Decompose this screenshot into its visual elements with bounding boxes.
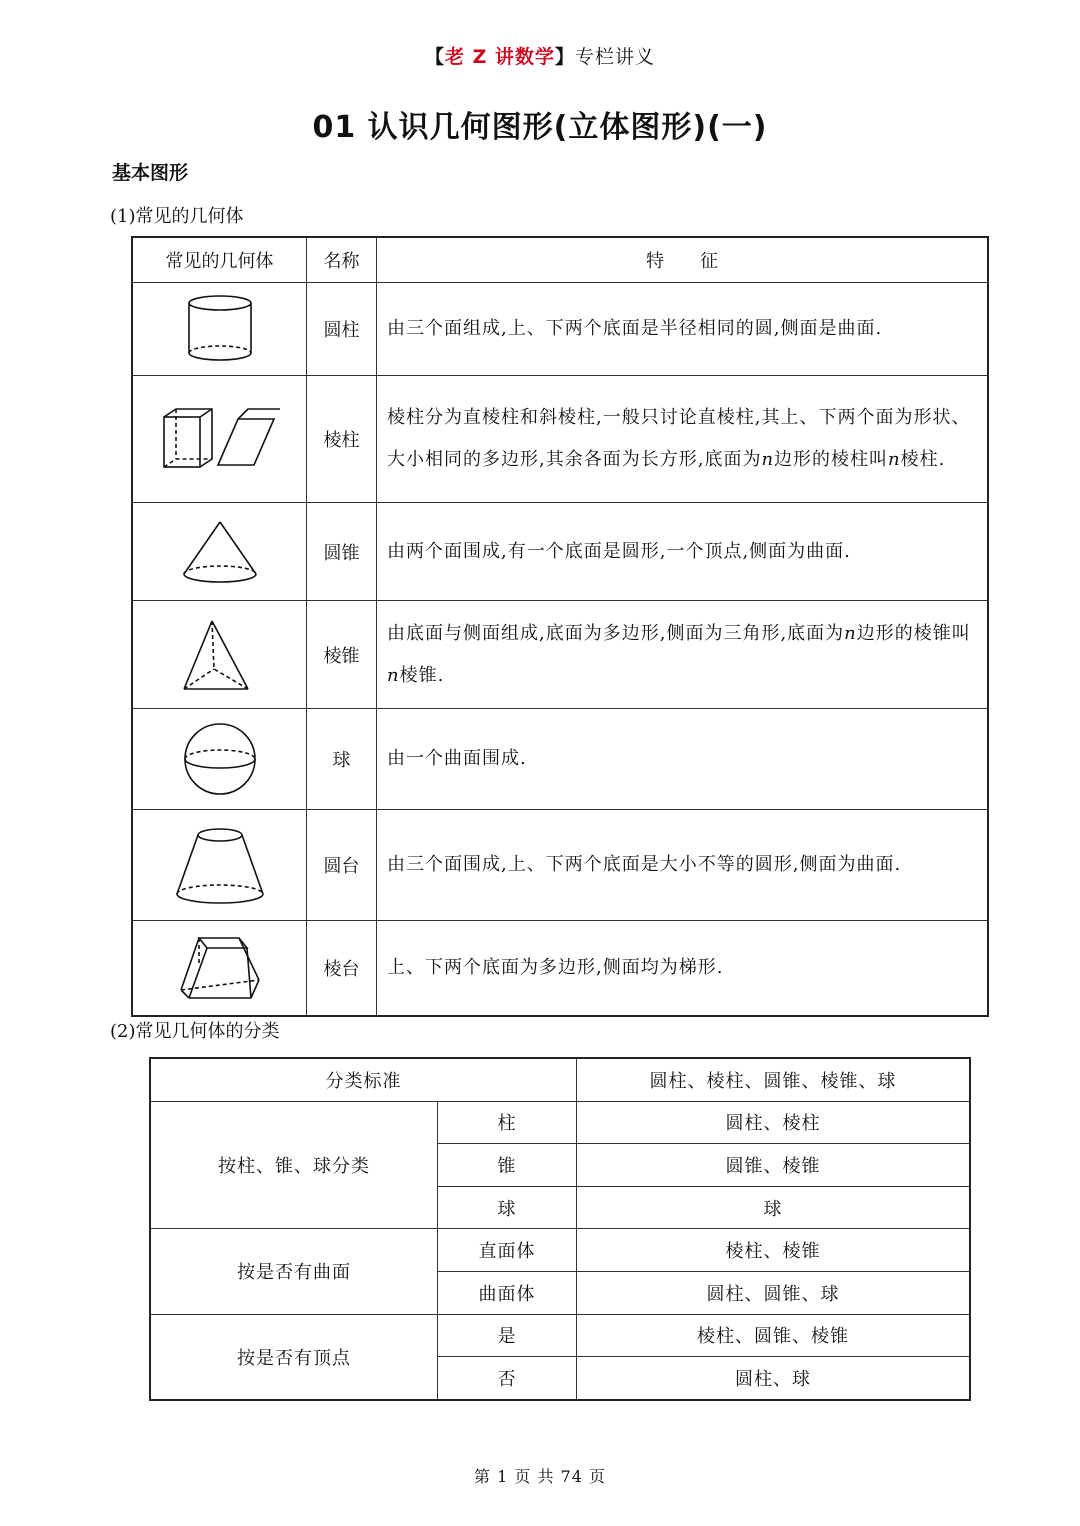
row-name: 球: [307, 709, 377, 810]
cone-figure: [132, 503, 307, 601]
math-variable: n: [844, 622, 857, 644]
table-row: [132, 921, 988, 1016]
prism-figure: [132, 376, 307, 503]
row-feature: 由三个面组成,上、下两个底面是半径相同的圆,侧面是曲面.: [377, 283, 989, 376]
table-row: [150, 1314, 970, 1357]
criterion-cell: 按是否有曲面: [150, 1229, 438, 1314]
category-value: 圆柱、圆锥、球: [577, 1271, 971, 1314]
sub-category: 柱: [438, 1101, 577, 1144]
row-feature: 由一个曲面围成.: [377, 709, 989, 810]
category-value: 棱柱、棱锥: [577, 1229, 971, 1272]
cylinder-figure: [132, 283, 307, 376]
page-header: [0, 42, 1080, 69]
sub-category: 否: [438, 1357, 577, 1400]
row-feature: 上、下两个底面为多边形,侧面均为梯形.: [377, 921, 989, 1016]
col-name: 名称: [307, 237, 377, 283]
col-feature: 特 征: [377, 237, 989, 283]
section-heading: 基本图形: [112, 162, 189, 184]
row-name: 棱锥: [307, 601, 377, 709]
category-value: 圆柱、球: [577, 1357, 971, 1400]
table-row: [132, 810, 988, 921]
category-value: 圆柱、棱柱: [577, 1101, 971, 1144]
sphere-figure: [132, 709, 307, 810]
row-feature: 由底面与侧面组成,底面为多边形,侧面为三角形,底面为n边形的棱锥叫n棱锥.: [377, 601, 989, 709]
solids-table: [131, 236, 989, 1017]
math-variable: n: [761, 449, 775, 470]
category-value: 圆锥、棱锥: [577, 1144, 971, 1187]
sub-category: 锥: [438, 1144, 577, 1187]
header-bracket-open: 【: [424, 46, 445, 68]
row-name: 圆台: [307, 810, 377, 921]
row-feature: 棱柱分为直棱柱和斜棱柱,一般只讨论直棱柱,其上、下两个面为形状、大小相同的多边形,其余各面为长方形,底面为n边形的棱柱叫n棱柱.: [377, 376, 989, 503]
header-bracket-close: 】: [555, 46, 576, 68]
brand-name: 老 Z 讲数学: [444, 46, 555, 68]
table-row: [150, 1101, 970, 1144]
table-row: [150, 1229, 970, 1272]
header-solids: 圆柱、棱柱、圆锥、棱锥、球: [577, 1058, 971, 1101]
table-row: [132, 709, 988, 810]
part1-heading: (1)常见的几何体: [110, 206, 244, 227]
row-feature: 由两个面围成,有一个底面是圆形,一个顶点,侧面为曲面.: [377, 503, 989, 601]
prismoid-figure: [132, 921, 307, 1016]
table-row: [132, 283, 988, 376]
table-row: [132, 601, 988, 709]
classification-table: [149, 1057, 971, 1401]
classification-header: [150, 1058, 970, 1101]
row-name: 棱台: [307, 921, 377, 1016]
col-figure: 常见的几何体: [132, 237, 307, 283]
criterion-cell: 按是否有顶点: [150, 1314, 438, 1400]
math-variable: n: [888, 449, 901, 470]
row-name: 棱柱: [307, 376, 377, 503]
part2-heading: (2)常见几何体的分类: [110, 1021, 280, 1042]
sub-category: 曲面体: [438, 1271, 577, 1314]
criterion-cell: 按柱、锥、球分类: [150, 1101, 438, 1229]
row-name: 圆柱: [307, 283, 377, 376]
sub-category: 球: [438, 1186, 577, 1229]
header-suffix: 专栏讲义: [575, 46, 656, 68]
row-name: 圆锥: [307, 503, 377, 601]
page-footer: 第 1 页 共 74 页: [474, 1467, 606, 1486]
frustum-figure: [132, 810, 307, 921]
sub-category: 直面体: [438, 1229, 577, 1272]
row-feature: 由三个面围成,上、下两个底面是大小不等的圆形,侧面为曲面.: [377, 810, 989, 921]
category-value: 棱柱、圆锥、棱锥: [577, 1314, 971, 1357]
table-row: [132, 503, 988, 601]
solids-table-header: [132, 237, 988, 283]
header-criteria: 分类标准: [150, 1058, 577, 1101]
category-value: 球: [577, 1186, 971, 1229]
math-variable: n: [387, 664, 400, 686]
sub-category: 是: [438, 1314, 577, 1357]
table-row: [132, 376, 988, 503]
page-title: 01 认识几何图形(立体图形)(一): [312, 110, 768, 145]
pyramid-figure: [132, 601, 307, 709]
